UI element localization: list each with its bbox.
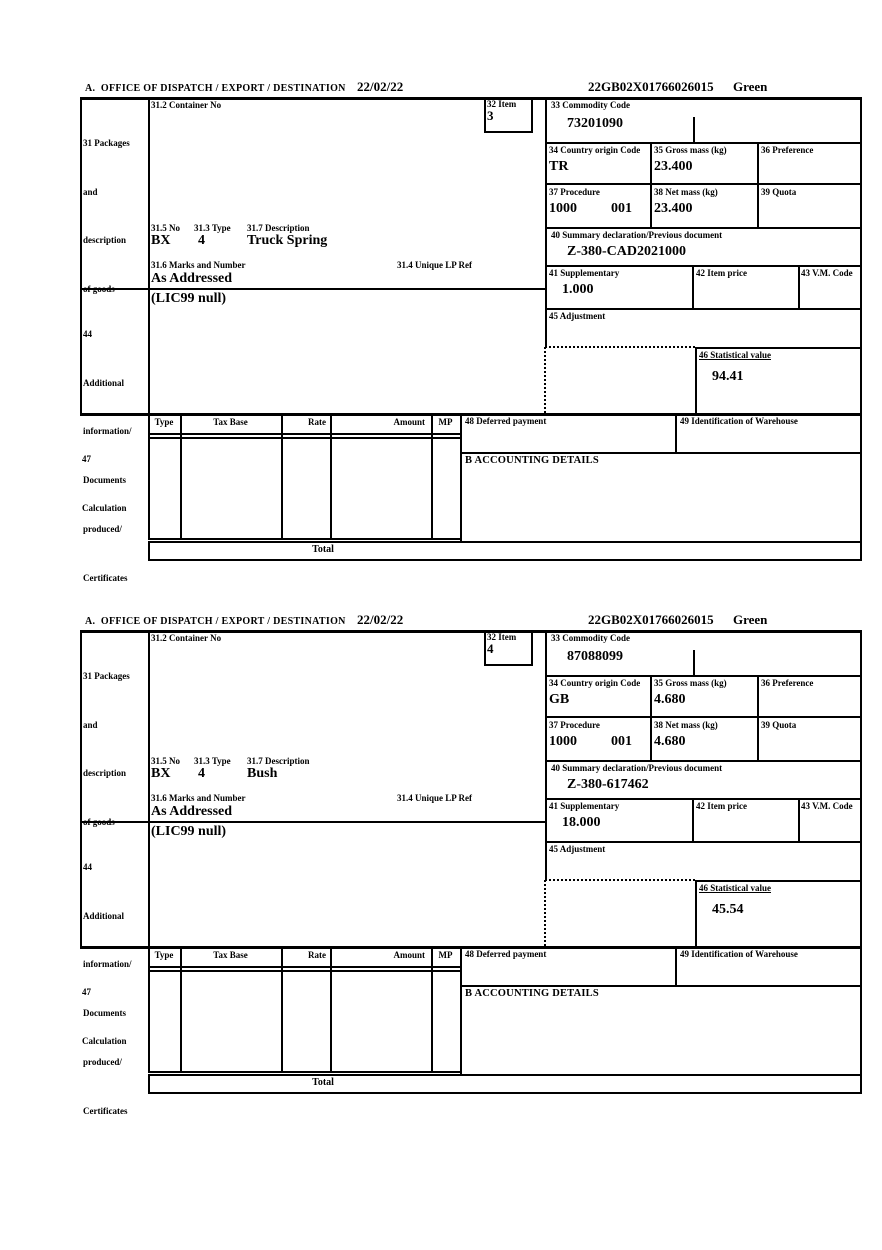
box-31-6-marks-label: 31.6 Marks and Number bbox=[151, 793, 246, 803]
box-31-3-type-label: 31.3 Type bbox=[194, 756, 231, 766]
box-32-item-label: 32 Item bbox=[487, 632, 517, 642]
grid-line bbox=[695, 880, 697, 948]
grid-line bbox=[80, 821, 547, 823]
declaration-item-page-1 bbox=[80, 79, 862, 583]
grid-line bbox=[695, 347, 697, 415]
grid-line bbox=[431, 946, 433, 1073]
box-36-preference-label: 36 Preference bbox=[761, 678, 814, 688]
box-31-3-type-value: 4 bbox=[198, 233, 205, 248]
mrn-number: 22GB02X01766026015 bbox=[588, 79, 714, 94]
grid-line bbox=[484, 97, 486, 133]
grid-line bbox=[484, 664, 533, 666]
box-47-label-line: 47 bbox=[82, 453, 91, 464]
box-32-item-label: 32 Item bbox=[487, 99, 517, 109]
box-37-procedure-extension: 001 bbox=[611, 734, 632, 749]
box-31-label-line: 31 Packages bbox=[83, 137, 130, 148]
box-31-label-line: of goods bbox=[83, 284, 115, 295]
grid-line bbox=[545, 760, 862, 762]
grid-line bbox=[148, 437, 462, 439]
box-36-preference-label: 36 Preference bbox=[761, 145, 814, 155]
box-44-label-line: produced/ bbox=[83, 1056, 122, 1067]
box-34-country-origin-label: 34 Country origin Code bbox=[549, 145, 641, 155]
dotted-grid-line bbox=[545, 346, 695, 348]
calc-header-amount: Amount bbox=[393, 417, 425, 427]
box-31-2-container-no-label: 31.2 Container No bbox=[151, 100, 222, 110]
box-31-4-unique-lp-ref-label: 31.4 Unique LP Ref bbox=[397, 260, 473, 270]
box-32-item-value: 3 bbox=[487, 108, 494, 123]
grid-line bbox=[693, 650, 695, 675]
box-47-label-line: Calculation bbox=[82, 1035, 127, 1046]
grid-line bbox=[650, 142, 652, 229]
box-31-7-description-value: Bush bbox=[247, 766, 278, 781]
box-31-5-no-label: 31.5 No bbox=[151, 756, 180, 766]
grid-line bbox=[692, 798, 694, 843]
box-44-label-line: produced/ bbox=[83, 523, 122, 534]
box-41-supplementary-label: 41 Supplementary bbox=[549, 268, 620, 278]
grid-line bbox=[148, 433, 462, 435]
grid-line bbox=[281, 946, 283, 1073]
box-43-vm-code-label: 43 V.M. Code bbox=[801, 268, 853, 278]
grid-line bbox=[545, 183, 862, 185]
form-grid bbox=[80, 630, 862, 1116]
box-41-supplementary-value: 18.000 bbox=[562, 815, 601, 830]
box-33-commodity-code-value: 87088099 bbox=[567, 649, 623, 664]
box-31-7-description-label: 31.7 Description bbox=[247, 756, 310, 766]
box-39-quota-label: 39 Quota bbox=[761, 187, 797, 197]
box-38-net-mass-value: 23.400 bbox=[654, 201, 693, 216]
grid-line bbox=[545, 675, 862, 677]
calc-header-rate: Rate bbox=[308, 950, 326, 960]
box-31-7-description-value: Truck Spring bbox=[247, 233, 328, 248]
box-44-label-line: Documents bbox=[83, 1008, 126, 1019]
grid-line bbox=[545, 841, 862, 843]
box-33-commodity-code-label: 33 Commodity Code bbox=[551, 633, 630, 643]
box-44-additional-info-value: (LIC99 null) bbox=[151, 824, 227, 839]
grid-line bbox=[148, 97, 150, 415]
grid-line bbox=[460, 413, 462, 543]
box-35-gross-mass-label: 35 Gross mass (kg) bbox=[654, 145, 727, 155]
declaration-date: 22/02/22 bbox=[357, 79, 404, 94]
grid-line bbox=[148, 559, 862, 561]
accounting-details-label: B ACCOUNTING DETAILS bbox=[465, 455, 599, 466]
box-44-label-line: 44 bbox=[83, 861, 92, 872]
box-31-label-line: 31 Packages bbox=[83, 670, 130, 681]
calc-header-amount: Amount bbox=[393, 950, 425, 960]
box-33-commodity-code-value: 73201090 bbox=[567, 116, 623, 131]
box-44-label-line: information/ bbox=[83, 959, 132, 970]
grid-line bbox=[650, 675, 652, 762]
box-41-supplementary-label: 41 Supplementary bbox=[549, 801, 620, 811]
dotted-grid-line bbox=[544, 880, 546, 946]
grid-line bbox=[330, 413, 332, 540]
grid-line bbox=[148, 1074, 862, 1076]
box-40-summary-declaration-label: 40 Summary declaration/Previous document bbox=[551, 230, 723, 240]
grid-line bbox=[545, 97, 547, 347]
grid-line bbox=[531, 630, 533, 666]
grid-line bbox=[148, 966, 462, 968]
box-44-label-line: Certificates bbox=[83, 1105, 128, 1116]
box-37-procedure-label: 37 Procedure bbox=[549, 720, 600, 730]
grid-line bbox=[330, 946, 332, 1073]
calc-total-label: Total bbox=[312, 544, 334, 555]
mrn-number: 22GB02X01766026015 bbox=[588, 612, 714, 627]
box-34-country-origin-value: TR bbox=[549, 159, 569, 174]
box-34-country-origin-label: 34 Country origin Code bbox=[549, 678, 641, 688]
box-42-item-price-label: 42 Item price bbox=[696, 268, 747, 278]
grid-line bbox=[798, 265, 800, 310]
box-48-deferred-payment-label: 48 Deferred payment bbox=[465, 949, 547, 959]
box-31-label-line: description bbox=[83, 235, 127, 246]
box-44-additional-info-value: (LIC99 null) bbox=[151, 291, 227, 306]
dotted-grid-line bbox=[544, 347, 546, 413]
box-31-label-line: and bbox=[83, 186, 98, 197]
calc-header-mp: MP bbox=[438, 950, 453, 960]
box-31-label-line: of goods bbox=[83, 817, 115, 828]
box-38-net-mass-label: 38 Net mass (kg) bbox=[654, 720, 718, 730]
grid-line bbox=[693, 117, 695, 142]
grid-line bbox=[695, 347, 862, 349]
declaration-item-page-2 bbox=[80, 612, 862, 1116]
grid-line bbox=[148, 970, 462, 972]
box-37-procedure-label: 37 Procedure bbox=[549, 187, 600, 197]
grid-line bbox=[675, 946, 677, 987]
route-status: Green bbox=[733, 612, 768, 627]
grid-line bbox=[695, 880, 862, 882]
grid-line bbox=[180, 946, 182, 1073]
box-47-calculation-label bbox=[82, 949, 127, 1083]
box-40-summary-declaration-label: 40 Summary declaration/Previous document bbox=[551, 763, 723, 773]
grid-line bbox=[545, 308, 862, 310]
grid-line bbox=[281, 413, 283, 540]
calc-header-tax-base: Tax Base bbox=[213, 417, 248, 427]
grid-line bbox=[431, 413, 433, 540]
grid-line bbox=[80, 630, 82, 948]
box-31-7-description-label: 31.7 Description bbox=[247, 223, 310, 233]
box-37-procedure-value: 1000 bbox=[549, 201, 577, 216]
box-38-net-mass-label: 38 Net mass (kg) bbox=[654, 187, 718, 197]
grid-line bbox=[80, 288, 547, 290]
box-45-adjustment-label: 45 Adjustment bbox=[549, 844, 606, 854]
box-31-5-no-value: BX bbox=[151, 233, 171, 248]
grid-line bbox=[148, 541, 862, 543]
grid-line bbox=[148, 946, 150, 1073]
box-40-summary-declaration-value: Z-380-617462 bbox=[567, 777, 649, 792]
grid-line bbox=[757, 142, 759, 229]
grid-line bbox=[692, 265, 694, 310]
grid-line bbox=[460, 946, 462, 1076]
box-42-item-price-label: 42 Item price bbox=[696, 801, 747, 811]
box-47-calculation-label bbox=[82, 416, 127, 550]
dotted-grid-line bbox=[545, 879, 695, 881]
calc-header-type: Type bbox=[154, 950, 174, 960]
grid-line bbox=[180, 413, 182, 540]
box-49-warehouse-label: 49 Identification of Warehouse bbox=[680, 416, 798, 426]
calc-total-label: Total bbox=[312, 1077, 334, 1088]
grid-line bbox=[545, 265, 862, 267]
box-48-deferred-payment-label: 48 Deferred payment bbox=[465, 416, 547, 426]
office-of-dispatch-label: A. OFFICE OF DISPATCH / EXPORT / DESTINATION bbox=[85, 616, 346, 627]
grid-line bbox=[545, 716, 862, 718]
box-49-warehouse-label: 49 Identification of Warehouse bbox=[680, 949, 798, 959]
grid-line bbox=[860, 97, 862, 561]
declaration-date: 22/02/22 bbox=[357, 612, 404, 627]
grid-line bbox=[460, 985, 862, 987]
box-46-statistical-value-label: 46 Statistical value bbox=[699, 350, 771, 360]
box-31-3-type-label: 31.3 Type bbox=[194, 223, 231, 233]
box-44-label-line: Additional bbox=[83, 377, 125, 388]
box-37-procedure-value: 1000 bbox=[549, 734, 577, 749]
box-47-label-line: 47 bbox=[82, 986, 91, 997]
grid-line bbox=[484, 630, 486, 666]
grid-line bbox=[531, 97, 533, 133]
box-31-6-marks-value: As Addressed bbox=[151, 804, 233, 819]
box-31-label-line: and bbox=[83, 719, 98, 730]
grid-line bbox=[460, 452, 862, 454]
box-33-commodity-code-label: 33 Commodity Code bbox=[551, 100, 630, 110]
grid-line bbox=[80, 97, 82, 415]
office-of-dispatch-label: A. OFFICE OF DISPATCH / EXPORT / DESTINATION bbox=[85, 83, 346, 94]
form-grid bbox=[80, 97, 862, 583]
grid-line bbox=[484, 131, 533, 133]
box-40-summary-declaration-value: Z-380-CAD2021000 bbox=[567, 244, 686, 259]
calc-header-tax-base: Tax Base bbox=[213, 950, 248, 960]
box-44-label-line: Documents bbox=[83, 475, 126, 486]
box-31-2-container-no-label: 31.2 Container No bbox=[151, 633, 222, 643]
grid-line bbox=[545, 630, 547, 880]
grid-line bbox=[148, 1092, 862, 1094]
box-35-gross-mass-value: 23.400 bbox=[654, 159, 693, 174]
grid-line bbox=[545, 227, 862, 229]
box-45-adjustment-label: 45 Adjustment bbox=[549, 311, 606, 321]
box-44-label-line: 44 bbox=[83, 328, 92, 339]
box-34-country-origin-value: GB bbox=[549, 692, 570, 707]
box-37-procedure-extension: 001 bbox=[611, 201, 632, 216]
box-39-quota-label: 39 Quota bbox=[761, 720, 797, 730]
grid-line bbox=[675, 413, 677, 454]
accounting-details-label: B ACCOUNTING DETAILS bbox=[465, 988, 599, 999]
box-43-vm-code-label: 43 V.M. Code bbox=[801, 801, 853, 811]
box-31-6-marks-label: 31.6 Marks and Number bbox=[151, 260, 246, 270]
box-46-statistical-value: 45.54 bbox=[712, 902, 744, 917]
box-44-label-line: information/ bbox=[83, 426, 132, 437]
grid-line bbox=[148, 538, 462, 540]
box-35-gross-mass-value: 4.680 bbox=[654, 692, 686, 707]
box-31-3-type-value: 4 bbox=[198, 766, 205, 781]
box-41-supplementary-value: 1.000 bbox=[562, 282, 594, 297]
grid-line bbox=[757, 675, 759, 762]
box-31-label-line: description bbox=[83, 768, 127, 779]
grid-line bbox=[860, 630, 862, 1094]
box-38-net-mass-value: 4.680 bbox=[654, 734, 686, 749]
box-31-6-marks-value: As Addressed bbox=[151, 271, 233, 286]
grid-line bbox=[545, 142, 862, 144]
box-46-statistical-value-label: 46 Statistical value bbox=[699, 883, 771, 893]
calc-header-mp: MP bbox=[438, 417, 453, 427]
box-47-label-line: Calculation bbox=[82, 502, 127, 513]
box-46-statistical-value: 94.41 bbox=[712, 369, 744, 384]
box-44-label-line: Certificates bbox=[83, 572, 128, 583]
calc-header-rate: Rate bbox=[308, 417, 326, 427]
grid-line bbox=[148, 413, 150, 540]
box-35-gross-mass-label: 35 Gross mass (kg) bbox=[654, 678, 727, 688]
grid-line bbox=[545, 798, 862, 800]
box-31-5-no-value: BX bbox=[151, 766, 171, 781]
box-32-item-value: 4 bbox=[487, 641, 494, 656]
box-44-label-line: Additional bbox=[83, 910, 125, 921]
box-31-5-no-label: 31.5 No bbox=[151, 223, 180, 233]
route-status: Green bbox=[733, 79, 768, 94]
grid-line bbox=[798, 798, 800, 843]
box-31-4-unique-lp-ref-label: 31.4 Unique LP Ref bbox=[397, 793, 473, 803]
calc-header-type: Type bbox=[154, 417, 174, 427]
grid-line bbox=[148, 630, 150, 948]
grid-line bbox=[148, 1071, 462, 1073]
